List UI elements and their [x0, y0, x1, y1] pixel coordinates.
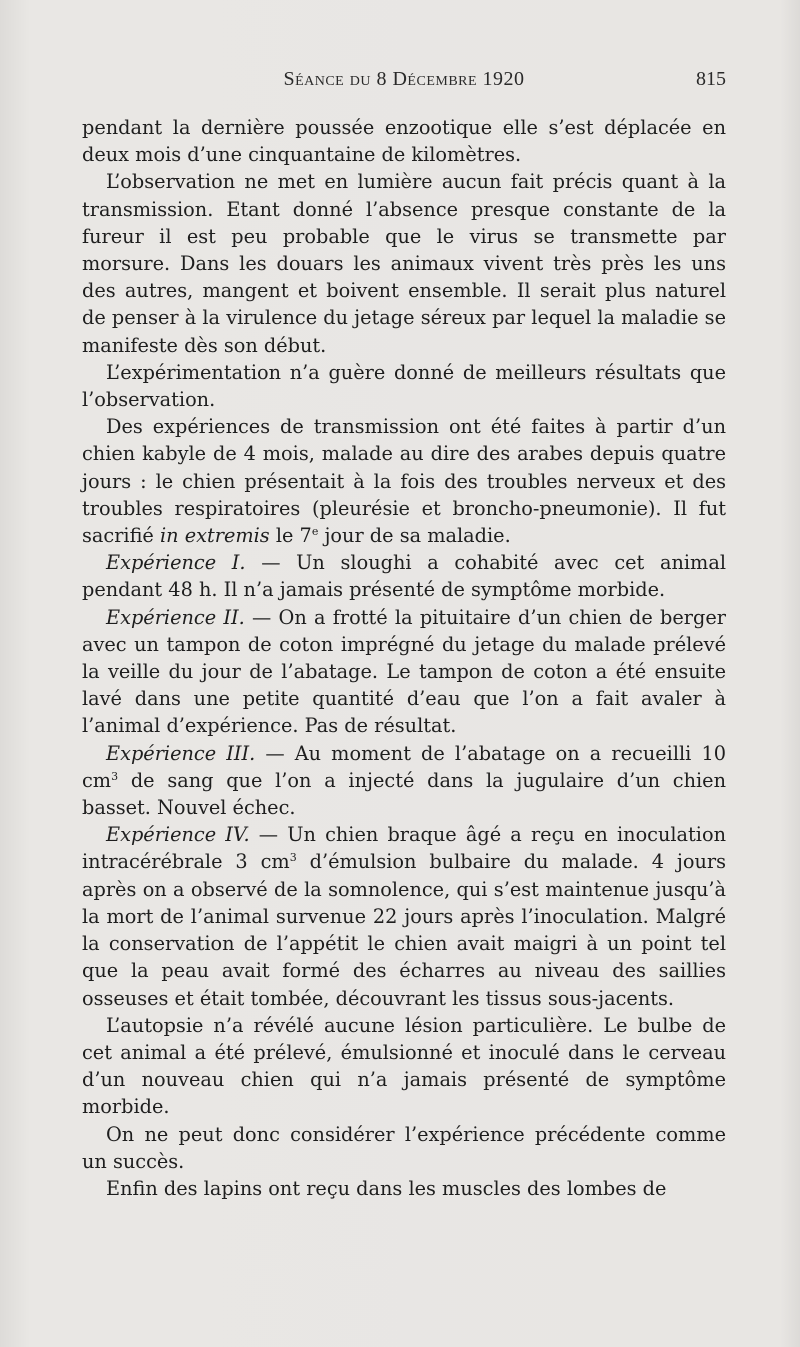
running-title-seance: Séance [283, 68, 345, 90]
page-number: 815 [696, 68, 726, 90]
running-title-du: du [349, 68, 371, 90]
paragraph-experience-2 [82, 604, 726, 740]
ordinal-superscript: e [311, 525, 319, 539]
experience-label: Expérience III. [106, 741, 256, 765]
paragraph-text: Des expériences de transmission ont été faites à partir d’un chien kabyle de 4 mois, malade au dire des arabes depuis quatre jours : le chien présentait à la fois des troubles nerveux et des troubles respiratoires (pleurésie et broncho-pneumonie). Il fut sacrifié [82, 415, 726, 548]
paragraph-text: — Au moment de l’abatage on a recueilli 10 cm [82, 741, 726, 792]
paragraph-continuation: pendant la dernière poussée enzootique elle s’est déplacée en deux mois d’une cinquantaine de kilomètres. [82, 116, 726, 167]
page-header [82, 68, 726, 96]
paragraph-experience-1 [82, 549, 726, 603]
running-title-year: 1920 [482, 68, 525, 90]
paragraph-transmission-experiments [82, 413, 726, 549]
paragraph-text: — Un sloughi a cohabité avec cet animal pendant 48 h. Il n’a jamais présenté de symptôme morbide. [82, 551, 726, 602]
body-text [82, 114, 726, 1202]
paragraph-rabbits: Enfin des lapins ont reçu dans les muscles des lombes de [106, 1176, 667, 1200]
paragraph-text: le 7 [269, 524, 312, 548]
unit-superscript: 3 [111, 769, 119, 783]
paragraph-autopsy: L’autopsie n’a révélé aucune lésion particulière. Le bulbe de cet animal a été prélevé, émulsionné et inoculé dans le cerveau d’un nouveau chien qui n’a jamais présenté de symptôme morbide. [82, 1013, 726, 1119]
paragraph-text: — On a frotté la pituitaire d’un chien de berger avec un tampon de coton imprégné du jetage du malade prélevé la veille du jour de l’abatage. Le tampon de coton a été ensuite lavé dans une petite quantité d’eau que l’on a fait avaler à l’animal d’expérience. Pas de résultat. [82, 605, 726, 738]
paragraph-conclusion: On ne peut donc considérer l’expérience précédente comme un succès. [82, 1122, 726, 1173]
unit-superscript: 3 [289, 851, 297, 865]
experience-label: Expérience IV. [106, 823, 250, 847]
running-title [82, 68, 726, 91]
paragraph-observation: L’observation ne met en lumière aucun fait précis quant à la transmission. Etant donné l’absence presque constante de la fureur il est peu probable que le virus se transmette par morsure. Dans les douars les animaux vivent très près les uns des autres, mangent et boivent ensemble. Il serait plus naturel de penser à la virulence du jetage séreux par lequel la maladie se manifeste dès son début. [82, 170, 726, 357]
running-title-month: Décembre [392, 68, 478, 90]
paragraph-experience-3 [82, 740, 726, 822]
paragraph-text: d’émulsion bulbaire du malade. 4 jours après on a observé de la somnolence, qui s’est maintenue jusqu’à la mort de l’animal survenue 22 jours après l’inoculation. Malgré la conservation de l’appétit le chien avait maigri à un point tel que la peau avait formé des écharres au niveau des saillies osseuses et était tombée, découvrant les tissus sous-jacents. [82, 850, 727, 1010]
running-title-day: 8 [376, 68, 387, 90]
paragraph-text: — Un chien braque âgé a reçu en inoculation intracérébrale 3 cm [82, 823, 726, 874]
paragraph-text: de sang que l’on a injecté dans la jugulaire d’un chien basset. Nouvel échec. [82, 768, 726, 820]
paragraph-text: jour de sa maladie. [318, 524, 511, 548]
experience-label: Expérience II. [106, 605, 245, 629]
paragraph-experience-4 [82, 821, 726, 1011]
paragraph-experimentation: L’expérimentation n’a guère donné de meilleurs résultats que l’observation. [82, 360, 726, 412]
experience-label: Expérience I. [106, 551, 246, 575]
italic-phrase: in extremis [159, 524, 270, 548]
